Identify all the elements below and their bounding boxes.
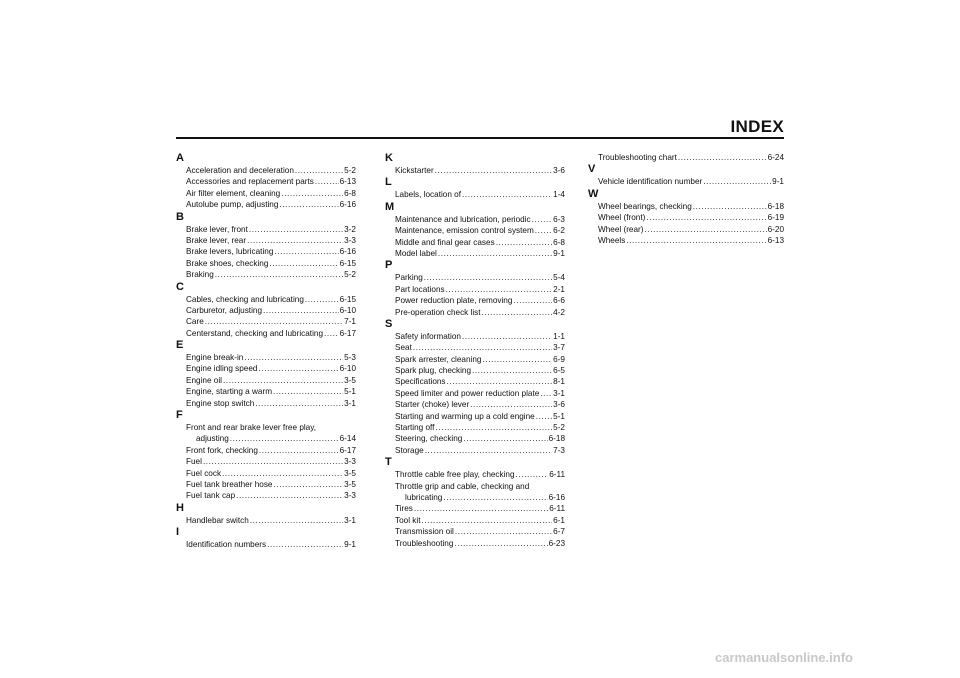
dot-leader (244, 352, 343, 363)
index-entry-page: 6-9 (553, 354, 565, 364)
dot-leader (215, 269, 343, 280)
index-entry-page: 3-7 (553, 343, 565, 353)
index-entry-term: Accessories and replacement parts (186, 177, 314, 187)
index-entry-term: Fuel (186, 457, 202, 467)
index-letter-heading: I (176, 526, 180, 539)
index-entry-page: 6-3 (553, 214, 565, 224)
index-entry-term: Starting off (395, 423, 435, 433)
dot-leader (269, 258, 338, 269)
index-entry-page: 6-6 (553, 296, 565, 306)
index-entry (176, 258, 356, 269)
index-entry-page: 6-20 (767, 224, 784, 234)
index-entry (385, 331, 565, 342)
index-entry-term: Wheel (rear) (598, 224, 644, 234)
dot-leader (421, 515, 552, 526)
index-entry-term: lubricating (405, 492, 443, 502)
index-entry-term: Troubleshooting (395, 538, 454, 548)
index-entry (385, 295, 565, 306)
dot-leader (443, 492, 547, 503)
index-letter-heading: W (588, 187, 599, 200)
index-entry-term: Handlebar switch (186, 515, 249, 525)
index-entry-term: Speed limiter and power reduction plate (395, 388, 540, 398)
index-entry-page: 6-7 (553, 527, 565, 537)
index-entry (385, 445, 565, 456)
index-entry-term: Centerstand, checking and lubricating (186, 328, 323, 338)
dot-leader (470, 399, 552, 410)
index-entry (385, 307, 565, 318)
dot-leader (273, 479, 343, 490)
index-entry (176, 422, 356, 433)
index-entry (385, 422, 565, 433)
index-entry (385, 237, 565, 248)
index-entry-page: 6-17 (339, 328, 356, 338)
index-entry-page: 5-1 (553, 411, 565, 421)
dot-leader (536, 411, 552, 422)
index-letter-heading: P (385, 259, 393, 272)
index-entry (588, 235, 784, 246)
index-entry (176, 539, 356, 550)
index-entry-page: 3-2 (344, 224, 356, 234)
index-entry (176, 188, 356, 199)
dot-leader (413, 342, 552, 353)
dot-leader (324, 328, 339, 339)
index-entry (176, 375, 356, 386)
dot-leader (305, 294, 339, 305)
index-entry (385, 342, 565, 353)
dot-leader (249, 224, 343, 235)
index-entry (588, 224, 784, 235)
dot-leader (540, 388, 552, 399)
dot-leader (532, 214, 553, 225)
dot-leader (222, 468, 343, 479)
index-entry (176, 433, 356, 444)
index-entry-term: Fuel cock (186, 468, 222, 478)
index-entry (385, 189, 565, 200)
index-entry-term: Transmission oil (395, 527, 454, 537)
dot-leader (267, 539, 343, 550)
index-entry (588, 152, 784, 163)
index-entry (176, 246, 356, 257)
index-entry-term: Model label (395, 248, 437, 258)
index-entry-page: 3-6 (553, 166, 565, 175)
index-entry-page: 7-3 (553, 445, 565, 455)
index-entry-term: Troubleshooting chart (598, 153, 677, 162)
dot-leader (273, 386, 343, 397)
index-entry (176, 199, 356, 210)
index-entry-term: Fuel tank cap (186, 491, 236, 501)
index-entry-page: 6-18 (767, 201, 784, 211)
index-entry-term: Starting and warming up a cold engine (395, 411, 535, 421)
index-entry (588, 212, 784, 223)
index-entry-page: 3-1 (344, 515, 356, 525)
index-entry-page: 6-13 (339, 177, 356, 187)
index-entry-term: Maintenance, emission control system (395, 226, 534, 236)
index-entry-page: 3-3 (344, 491, 356, 501)
index-entry (176, 316, 356, 327)
index-entry-term: Brake lever, front (186, 224, 248, 234)
index-entry (385, 399, 565, 410)
dot-leader (626, 235, 766, 246)
index-letter-heading: V (588, 163, 596, 176)
index-entry-term: adjusting (196, 434, 229, 444)
index-entry-term: Parking (395, 273, 423, 283)
dot-leader (646, 212, 766, 223)
index-entry-term: Engine break-in (186, 353, 244, 363)
index-entry-term: Air filter element, cleaning (186, 188, 281, 198)
dot-leader (496, 237, 552, 248)
index-entry (176, 468, 356, 479)
index-entry-page: 6-1 (553, 515, 565, 525)
index-entry (385, 214, 565, 225)
index-entry-page: 5-2 (553, 423, 565, 433)
dot-leader (435, 165, 552, 176)
index-entry-page: 7-1 (344, 317, 356, 327)
index-entry-page: 3-6 (553, 400, 565, 410)
index-column-2 (385, 152, 565, 549)
index-letter-heading: A (176, 152, 184, 164)
index-entry (385, 538, 565, 549)
dot-leader (446, 284, 553, 295)
index-entry-page: 5-4 (553, 273, 565, 283)
dot-leader (250, 515, 343, 526)
index-entry-page: 6-16 (339, 247, 356, 257)
index-entry-page: 9-1 (772, 177, 784, 187)
index-entry (176, 398, 356, 409)
index-entry (176, 328, 356, 339)
dot-leader (645, 224, 767, 235)
index-entry-page: 3-5 (344, 479, 356, 489)
index-entry-page: 3-1 (553, 388, 565, 398)
title-rule (176, 137, 784, 139)
dot-leader (447, 376, 553, 387)
index-entry (588, 201, 784, 212)
index-entry (176, 479, 356, 490)
dot-leader (425, 445, 552, 456)
index-entry-page: 9-1 (344, 540, 356, 550)
index-entry (385, 225, 565, 236)
index-entry-page: 1-4 (553, 190, 565, 200)
index-entry-term: Kickstarter (395, 166, 434, 175)
dot-leader (513, 295, 552, 306)
index-entry-term: Brake levers, lubricating (186, 247, 274, 257)
dot-leader (462, 189, 552, 200)
index-entry-term: Specifications (395, 377, 446, 387)
index-entry-term: Engine, starting a warm (186, 387, 273, 397)
index-entry-page: 3-5 (344, 375, 356, 385)
dot-leader (463, 433, 547, 444)
index-entry (385, 365, 565, 376)
dot-leader (703, 176, 771, 187)
index-entry-term: Pre-operation check list (395, 307, 481, 317)
index-entry-term: Engine oil (186, 375, 222, 385)
index-entry-term: Fuel tank breather hose (186, 479, 273, 489)
index-entry-term: Maintenance and lubrication, periodic (395, 214, 531, 224)
index-entry (176, 363, 356, 374)
dot-leader (295, 165, 343, 176)
index-entry (385, 492, 565, 503)
index-entry-page: 5-2 (344, 270, 356, 280)
dot-leader (454, 538, 547, 549)
index-entry-page: 6-15 (339, 294, 356, 304)
index-entry-term: Brake lever, rear (186, 235, 247, 245)
index-entry-term: Middle and final gear cases (395, 237, 495, 247)
dot-leader (223, 375, 343, 386)
index-entry-page: 5-3 (344, 353, 356, 363)
index-entry-term: Acceleration and deceleration (186, 166, 294, 175)
index-entry-term: Spark plug, checking (395, 366, 472, 376)
index-entry-page: 5-2 (344, 166, 356, 175)
index-entry (385, 248, 565, 259)
index-entry-term: Storage (395, 445, 424, 455)
dot-leader (236, 490, 343, 501)
index-letter-heading: H (176, 501, 184, 514)
index-entry-page: 1-1 (553, 331, 565, 341)
index-entry-page: 6-11 (549, 504, 565, 514)
dot-leader (247, 235, 343, 246)
dot-leader (435, 422, 552, 433)
index-entry-page: 6-19 (767, 213, 784, 223)
dot-leader (203, 456, 343, 467)
index-entry-page: 6-5 (553, 366, 565, 376)
index-entry (176, 269, 356, 280)
index-column-1 (176, 152, 356, 551)
index-entry (385, 388, 565, 399)
index-entry (385, 469, 565, 480)
index-entry-term: Steering, checking (395, 434, 463, 444)
index-entry (385, 515, 565, 526)
index-column-3 (588, 152, 784, 246)
dot-leader (259, 445, 339, 456)
dot-leader (315, 176, 339, 187)
index-entry (176, 224, 356, 235)
dot-leader (472, 365, 552, 376)
index-entry (385, 503, 565, 514)
index-entry-page: 3-3 (344, 235, 356, 245)
dot-leader (482, 307, 553, 318)
index-entry-page: 6-17 (339, 445, 356, 455)
index-entry-page: 5-1 (344, 387, 356, 397)
index-entry-page: 6-24 (767, 153, 784, 162)
index-entry-page: 3-5 (344, 468, 356, 478)
index-entry (385, 354, 565, 365)
watermark: carmanualsonline.info (715, 650, 853, 665)
index-entry-term: Spark arrester, cleaning (395, 354, 482, 364)
dot-leader (263, 305, 339, 316)
index-entry (176, 352, 356, 363)
index-entry-term: Wheels (598, 235, 626, 245)
index-entry-page: 6-18 (548, 434, 565, 444)
dot-leader (462, 331, 552, 342)
dot-leader (482, 354, 552, 365)
index-entry-page: 6-14 (339, 434, 356, 444)
dot-leader (258, 363, 338, 374)
index-entry (176, 490, 356, 501)
page-title: INDEX (730, 117, 784, 136)
dot-leader (205, 316, 343, 327)
dot-leader (455, 526, 552, 537)
index-entry (176, 456, 356, 467)
index-entry-term: Engine idling speed (186, 364, 258, 374)
index-entry-page: 6-2 (553, 226, 565, 236)
index-entry (588, 176, 784, 187)
index-entry-term: Identification numbers (186, 540, 267, 550)
index-entry (385, 481, 565, 492)
index-entry-page: 6-16 (548, 492, 565, 502)
dot-leader (424, 272, 552, 283)
index-entry (385, 165, 565, 176)
index-entry-page: 8-1 (553, 377, 565, 387)
index-entry-page: 3-3 (344, 457, 356, 467)
index-entry-term: Throttle grip and cable, checking and (395, 481, 530, 491)
dot-leader (230, 433, 339, 444)
index-entry-page: 6-13 (767, 235, 784, 245)
dot-leader (535, 225, 552, 236)
dot-leader (279, 199, 338, 210)
index-entry (385, 272, 565, 283)
index-entry-page: 6-10 (339, 305, 356, 315)
index-entry-term: Brake shoes, checking (186, 258, 269, 268)
index-entry-term: Power reduction plate, removing (395, 296, 513, 306)
index-entry (176, 386, 356, 397)
index-entry-page: 6-8 (344, 188, 356, 198)
index-entry-term: Vehicle identification number (598, 177, 703, 187)
dot-leader (693, 201, 767, 212)
index-entry (385, 411, 565, 422)
index-letter-heading: B (176, 210, 184, 223)
index-entry-term: Labels, location of (395, 190, 461, 200)
index-entry (385, 376, 565, 387)
index-letter-heading: T (385, 456, 392, 469)
index-letter-heading: C (176, 280, 184, 293)
index-entry (176, 515, 356, 526)
index-entry (176, 165, 356, 176)
index-letter-heading: E (176, 339, 184, 352)
index-entry-term: Autolube pump, adjusting (186, 200, 279, 210)
dot-leader (414, 503, 548, 514)
index-entry (176, 176, 356, 187)
index-letter-heading: K (385, 152, 393, 164)
dot-leader (678, 152, 767, 163)
index-entry-page: 3-1 (344, 398, 356, 408)
index-entry-page: 6-11 (549, 470, 565, 480)
index-entry (176, 305, 356, 316)
dot-leader (438, 248, 552, 259)
dot-leader (516, 469, 549, 480)
index-entry-page: 9-1 (553, 248, 565, 258)
index-entry-page: 6-23 (548, 538, 565, 548)
index-entry-term: Care (186, 317, 204, 327)
index-entry-page: 6-10 (339, 364, 356, 374)
index-entry-term: Safety information (395, 331, 461, 341)
index-entry-term: Engine stop switch (186, 398, 255, 408)
index-entry-term: Wheel (front) (598, 213, 646, 223)
index-entry-term: Braking (186, 270, 214, 280)
index-letter-heading: L (385, 176, 392, 189)
index-entry-term: Tires (395, 504, 413, 514)
index-entry-term: Front fork, checking (186, 445, 258, 455)
index-entry-page: 6-15 (339, 258, 356, 268)
index-entry (385, 526, 565, 537)
index-entry (385, 433, 565, 444)
index-entry-term: Throttle cable free play, checking (395, 470, 515, 480)
index-letter-heading: S (385, 317, 393, 330)
index-entry (176, 445, 356, 456)
dot-leader (255, 398, 343, 409)
index-entry (176, 235, 356, 246)
index-entry (385, 284, 565, 295)
index-entry-term: Wheel bearings, checking (598, 201, 692, 211)
index-entry-term: Carburetor, adjusting (186, 305, 263, 315)
index-entry (176, 294, 356, 305)
index-entry-page: 2-1 (553, 284, 565, 294)
index-entry-term: Front and rear brake lever free play, (186, 423, 316, 433)
dot-leader (281, 188, 343, 199)
index-entry-page: 6-16 (339, 200, 356, 210)
index-entry-term: Part locations (395, 284, 445, 294)
dot-leader (274, 246, 338, 257)
index-entry-term: Starter (choke) lever (395, 400, 470, 410)
index-entry-term: Tool kit (395, 515, 421, 525)
index-letter-heading: M (385, 200, 395, 213)
index-letter-heading: F (176, 409, 183, 422)
index-entry-page: 4-2 (553, 307, 565, 317)
index-entry-term: Cables, checking and lubricating (186, 294, 304, 304)
index-entry-term: Seat (395, 343, 412, 353)
index-entry-page: 6-8 (553, 237, 565, 247)
